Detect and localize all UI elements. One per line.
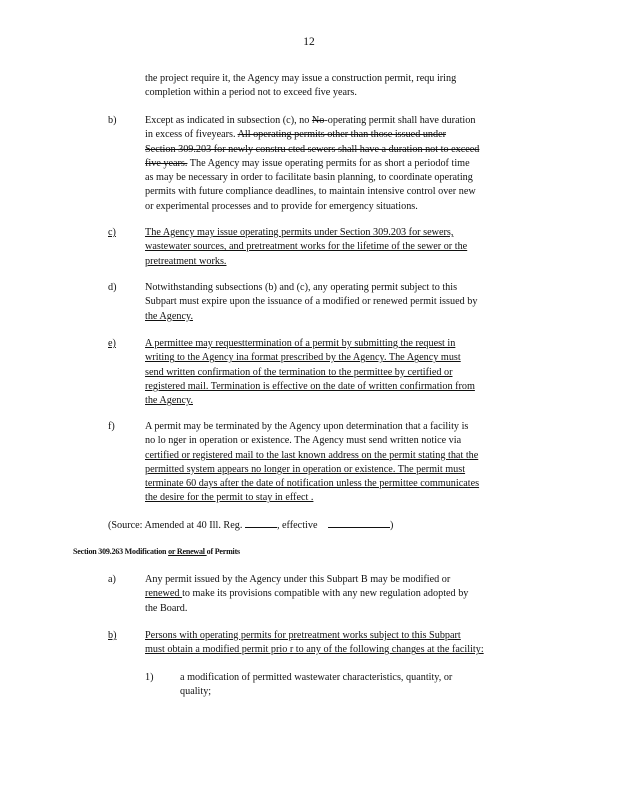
text-line: Subpart must expire upon the issuance of a modified or renewed permit issued by <box>145 296 478 308</box>
deleted-text: five years. <box>145 157 188 169</box>
text-line: or experimental processes and to provide for emergency situations. <box>145 200 418 212</box>
item-1-paragraph <box>180 671 530 700</box>
text-line: permits with future compliance deadlines, to maintain intensive control over new <box>145 186 476 198</box>
subsection-b-paragraph <box>145 114 540 214</box>
inserted-text: writing to the Agency ina format prescribed by the Agency. The Agency must <box>145 352 461 364</box>
inserted-text: wastewater sources, and pretreatment works for the lifetime of the sewer or the <box>145 241 468 253</box>
inserted-text: permitted system appears no longer in operation or existence. The permit must <box>145 463 466 475</box>
text-line: quality; <box>180 686 212 698</box>
blank-line <box>245 517 277 528</box>
deleted-text: Section 309.203 for newly constru cted sewers shall have a duration not to exceed <box>145 143 480 155</box>
inserted-text: the Agency. <box>145 395 193 407</box>
text-line: renewed to make its provisions compatible with any new regulation adopted by <box>145 588 469 600</box>
inserted-text: The Agency may issue operating permits under Section 309.203 for sewers, <box>145 227 454 238</box>
inserted-text: send written confirmation of the termination to the permittee by certified or <box>145 366 453 378</box>
inserted-text: registered mail. Termination is effective on the date of written confirmation from <box>145 380 475 392</box>
text-line: no lo nger in operation or existence. The Agency must send written notice via <box>145 435 462 447</box>
subsection-d-paragraph <box>145 281 540 324</box>
inserted-text: renewed <box>145 588 183 600</box>
subsection-f-paragraph <box>145 420 540 506</box>
deleted-text: No <box>311 115 325 126</box>
subsection-c-paragraph <box>145 226 540 269</box>
subsection-label-e: e) <box>108 338 116 349</box>
inserted-text: Persons with operating permits for pretreatment works subject to this Subpart <box>145 630 461 641</box>
text-line: Except as indicated in subsection (c), no No-operating permit shall have duration <box>145 115 476 126</box>
subsection-e-paragraph <box>145 337 540 408</box>
text-line: a modification of permitted wastewater characteristics, quantity, or <box>180 672 453 683</box>
page-number: 12 <box>303 36 315 48</box>
text-line: as may be necessary in order to facilitate basin planning, to coordinate operating <box>145 172 473 184</box>
section-b-paragraph <box>145 629 540 658</box>
section-heading: Section 309.263 Modification or Renewal of Permits <box>73 547 240 556</box>
text-line: five years. The Agency may issue operating permits for as short a periodof time <box>145 157 470 169</box>
subsection-label-c: c) <box>108 227 116 238</box>
text-line: Notwithstanding subsections (b) and (c), any operating permit subject to this <box>145 282 458 293</box>
deleted-text: All operating permits other than those issued under <box>237 129 447 141</box>
text-line: the project require it, the Agency may issue a construction permit, requ iring <box>145 73 457 84</box>
inserted-text: terminate 60 days after the date of notification unless the permittee communicates <box>145 478 480 490</box>
subsection-label-a: a) <box>108 574 116 585</box>
subsection-label-f: f) <box>108 421 115 432</box>
subsection-label-b2: b) <box>108 630 117 641</box>
subsection-label-b: b) <box>108 115 117 126</box>
inserted-text: pretreatment works. <box>145 255 227 267</box>
inserted-text: A permittee may requesttermination of a permit by submitting the request in <box>145 338 456 349</box>
intro-paragraph <box>145 72 540 101</box>
text-line: A permit may be terminated by the Agency upon determination that a facility is <box>145 421 469 432</box>
section-a-paragraph <box>145 573 540 616</box>
source-note: (Source: Amended at 40 Ill. Reg. , effective ) <box>108 517 393 533</box>
text-line: completion within a period not to exceed five years. <box>145 87 357 99</box>
inserted-text: must obtain a modified permit prio r to any of the following changes at the facility: <box>145 644 484 656</box>
inserted-text: the desire for the permit to stay in effect . <box>145 492 314 504</box>
subsection-label-d: d) <box>108 282 117 293</box>
blank-line <box>328 517 390 528</box>
inserted-text: the Agency. <box>145 310 193 322</box>
item-label-1: 1) <box>145 672 154 683</box>
inserted-text: or Renewal <box>168 547 207 556</box>
inserted-text: certified or registered mail to the last known address on the permit stating that the <box>145 449 479 461</box>
text-line: Any permit issued by the Agency under this Subpart B may be modified or <box>145 574 451 585</box>
text-line: the Board. <box>145 602 188 614</box>
text-line: in excess of fiveyears. All operating permits other than those issued under <box>145 129 447 141</box>
